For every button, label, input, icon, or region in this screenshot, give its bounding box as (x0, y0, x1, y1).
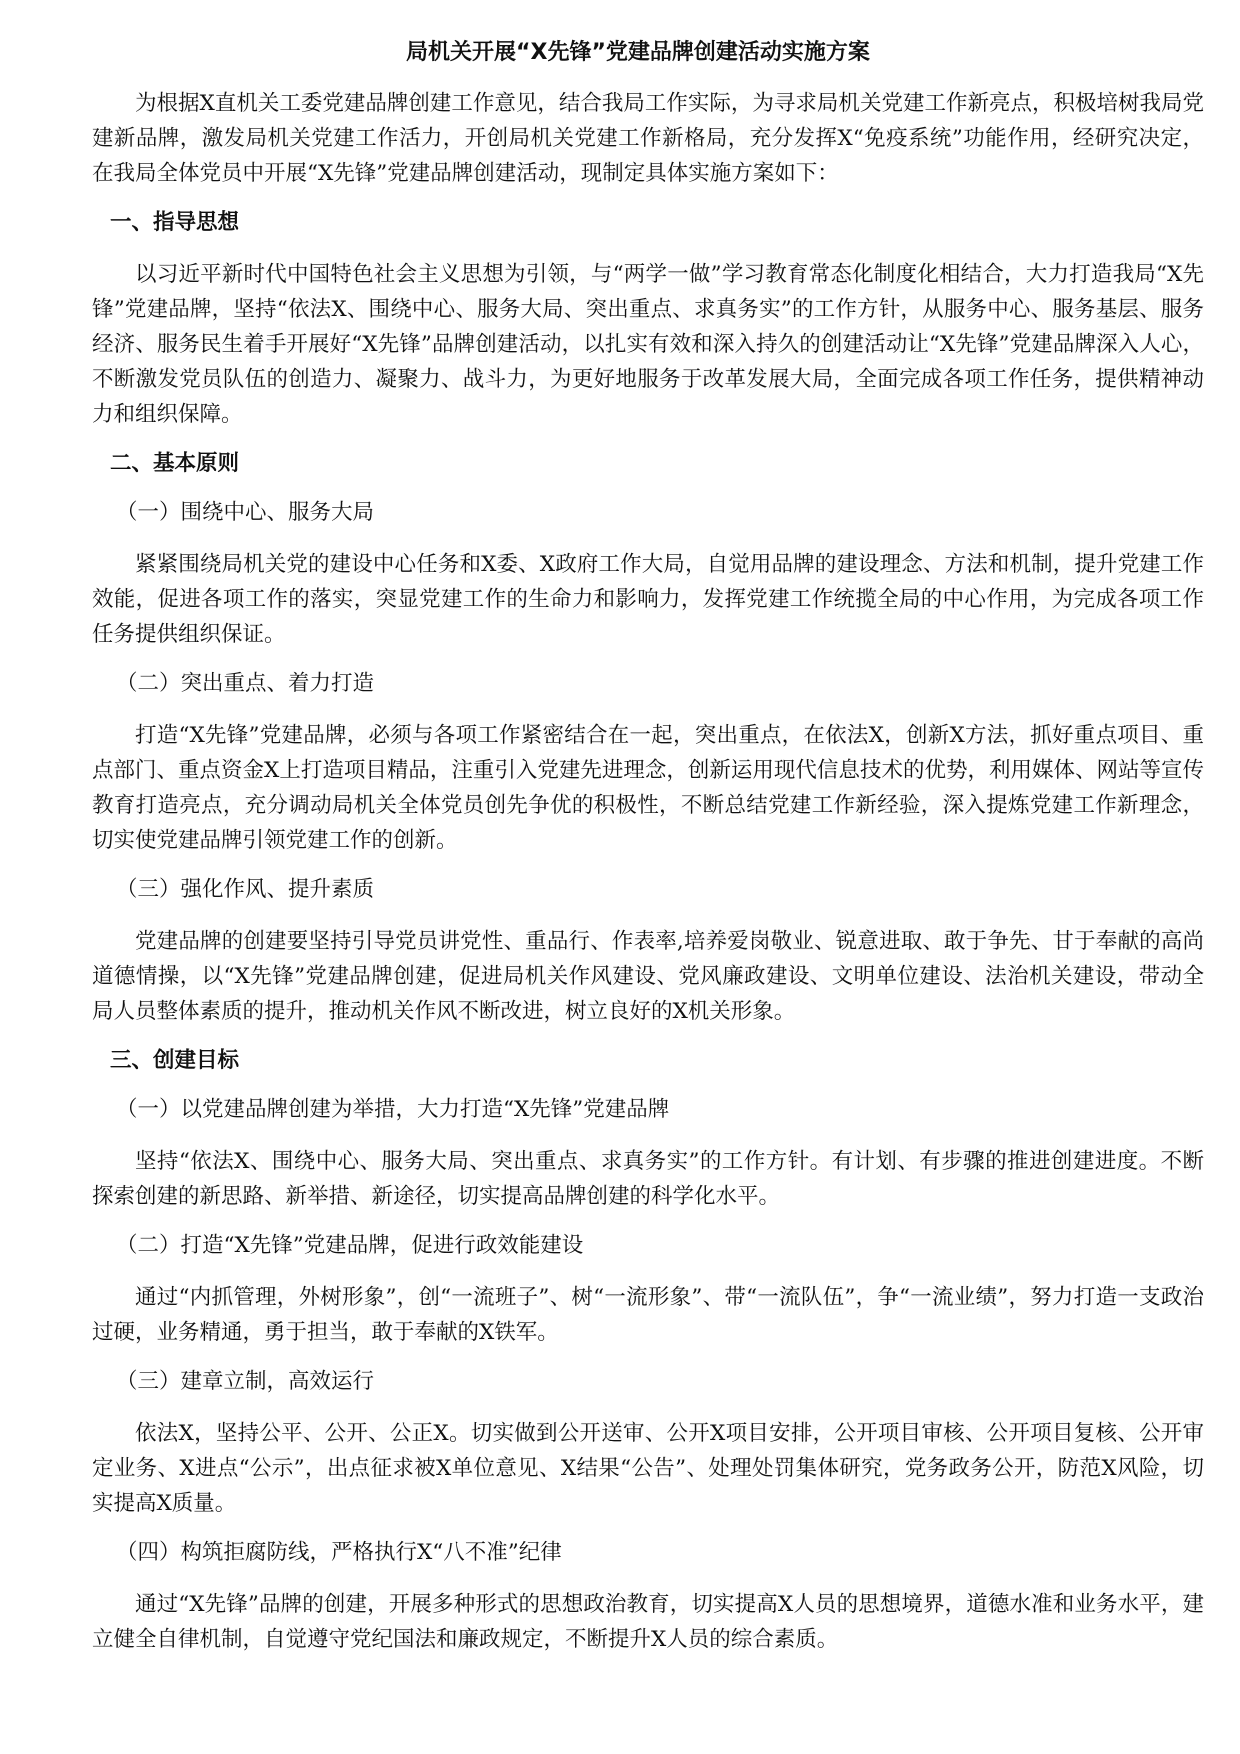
subheading-principle-1: （一）围绕中心、服务大局 (116, 500, 375, 525)
paragraph-goal-2: 通过“内抓管理，外树形象”，创“一流班子”、树“一流形象”、带“一流队伍”，争“一流业绩”，努力打造一支政治过硬，业务精通，勇于担当，敢于奉献的X铁军。 (92, 1285, 1204, 1345)
subheading-goal-3: （三）建章立制，高效运行 (116, 1369, 375, 1394)
intro-paragraph: 为根据X直机关工委党建品牌创建工作意见，结合我局工作实际，为寻求局机关党建工作新亮点，积极培树我局党建新品牌，激发局机关党建工作活力，开创局机关党建工作新格局，充分发挥X“免疫系统”功能作用，经研究决定，在我局全体党员中开展“X先锋”党建品牌创建活动，现制定具体实施方案如下： (92, 91, 1204, 186)
subheading-principle-3: （三）强化作风、提升素质 (116, 877, 375, 902)
subheading-goal-4: （四）构筑拒腐防线，严格执行X“八不准”纪律 (116, 1540, 562, 1565)
paragraph-principle-3: 党建品牌的创建要坚持引导党员讲党性、重品行、作表率,培养爱岗敬业、锐意进取、敢于争先、甘于奉献的高尚道德情操，以“X先锋”党建品牌创建，促进局机关作风建设、党风廉政建设、文明单位建设、法治机关建设，带动全局人员整体素质的提升，推动机关作风不断改进，树立良好的X机关形象。 (92, 929, 1204, 1024)
section-heading-basic-principles: 二、基本原则 (110, 451, 240, 476)
paragraph-goal-1: 坚持“依法X、围绕中心、服务大局、突出重点、求真务实”的工作方针。有计划、有步骤的推进创建进度。不断探索创建的新思路、新举措、新途径，切实提高品牌创建的科学化水平。 (92, 1149, 1204, 1209)
paragraph-goal-3: 依法X，坚持公平、公开、公正X。切实做到公开送审、公开X项目安排，公开项目审核、公开项目复核、公开审定业务、X进点“公示”，出点征求被X单位意见、X结果“公告”、处理处罚集体研究，党务政务公开，防范X风险，切实提高X质量。 (92, 1421, 1204, 1516)
paragraph-principle-1: 紧紧围绕局机关党的建设中心任务和X委、X政府工作大局，自觉用品牌的建设理念、方法和机制，提升党建工作效能，促进各项工作的落实，突显党建工作的生命力和影响力，发挥党建工作统揽全局的中心作用，为完成各项工作任务提供组织保证。 (92, 552, 1204, 647)
document-page (92, 38, 1204, 1674)
subheading-goal-1: （一）以党建品牌创建为举措，大力打造“X先锋”党建品牌 (116, 1097, 670, 1122)
document-title: 局机关开展“X先锋”党建品牌创建活动实施方案 (406, 40, 870, 65)
subheading-goal-2: （二）打造“X先锋”党建品牌，促进行政效能建设 (116, 1233, 584, 1258)
section-heading-goals: 三、创建目标 (110, 1048, 240, 1073)
section-heading-guiding-ideology: 一、指导思想 (110, 210, 240, 235)
paragraph-goal-4: 通过“X先锋”品牌的创建，开展多种形式的思想政治教育，切实提高X人员的思想境界，道德水准和业务水平，建立健全自律机制，自觉遵守党纪国法和廉政规定，不断提升X人员的综合素质。 (92, 1592, 1204, 1652)
subheading-principle-2: （二）突出重点、着力打造 (116, 671, 375, 696)
paragraph-principle-2: 打造“X先锋”党建品牌，必须与各项工作紧密结合在一起，突出重点，在依法X，创新X方法，抓好重点项目、重点部门、重点资金X上打造项目精品，注重引入党建先进理念，创新运用现代信息技术的优势，利用媒体、网站等宣传教育打造亮点，充分调动局机关全体党员创先争优的积极性，不断总结党建工作新经验，深入提炼党建工作新理念，切实使党建品牌引领党建工作的创新。 (92, 723, 1204, 853)
paragraph-guiding-ideology: 以习近平新时代中国特色社会主义思想为引领，与“两学一做”学习教育常态化制度化相结合，大力打造我局“X先锋”党建品牌，坚持“依法X、围绕中心、服务大局、突出重点、求真务实”的工作方针，从服务中心、服务基层、服务经济、服务民生着手开展好“X先锋”品牌创建活动，以扎实有效和深入持久的创建活动让“X先锋”党建品牌深入人心，不断激发党员队伍的创造力、凝聚力、战斗力，为更好地服务于改革发展大局，全面完成各项工作任务，提供精神动力和组织保障。 (92, 262, 1204, 427)
